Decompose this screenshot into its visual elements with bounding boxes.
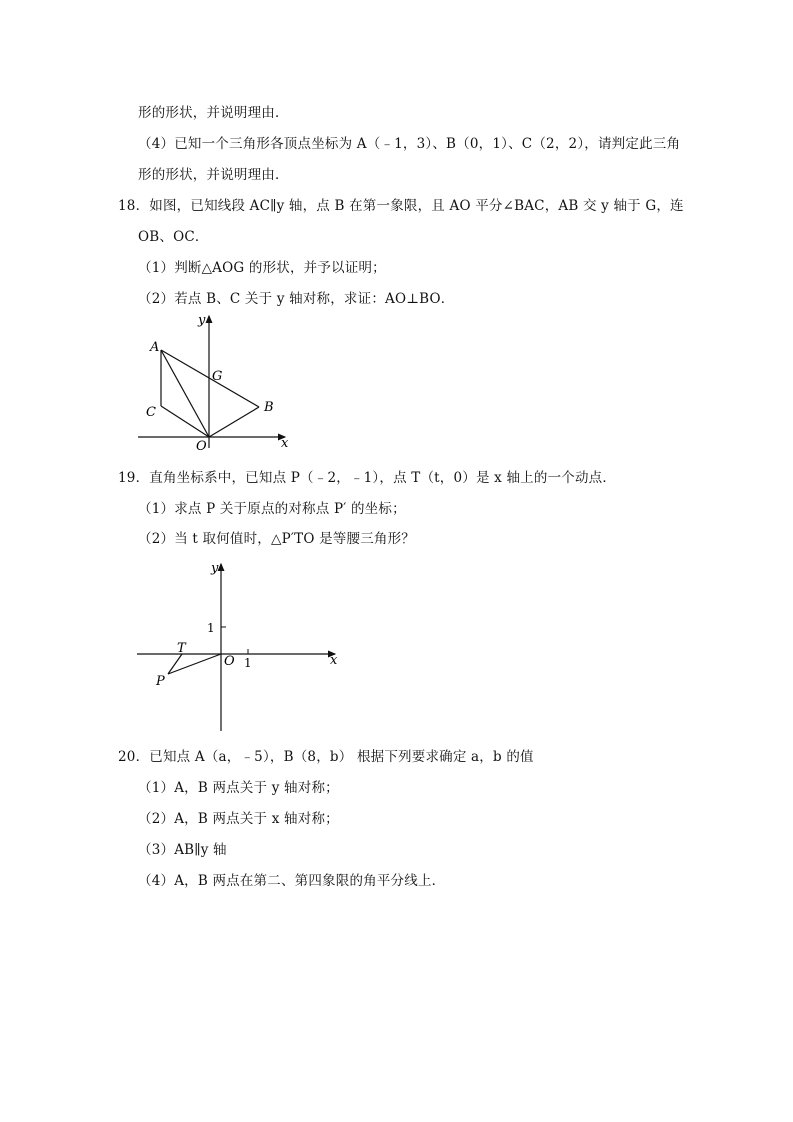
q19-part1: （1）求点 P 关于原点的对称点 P′ 的坐标； (138, 501, 406, 517)
q18-stem-line1: 18．如图，已知线段 AC∥y 轴，点 B 在第一象限，且 AO 平分∠BAC，AB 交 y 轴于 G，连 (118, 198, 684, 214)
q18-label-B: B (264, 400, 274, 415)
q20-part1: （1）A，B 两点关于 y 轴对称； (138, 780, 339, 796)
q18-segment-AB (161, 350, 259, 407)
q18-part1: （1）判断△AOG 的形状，并予以证明； (138, 260, 386, 276)
q19-part2: （2）当 t 取何值时，△P′TO 是等腰三角形？ (138, 531, 415, 547)
q20-stem: 20．已知点 A（a，﹣5），B（8，b） 根据下列要求确定 a，b 的值 (118, 749, 534, 765)
q18-segment-AO (161, 350, 209, 437)
q17-part4-line2: 形的形状，并说明理由． (138, 167, 289, 183)
q18-segment-BO (209, 407, 259, 437)
q18-figure (130, 310, 300, 455)
q17-part4-line1: （4）已知一个三角形各顶点坐标为 A（﹣1，3）、B（0，1）、C（2，2），请判定此三角 (138, 136, 681, 152)
q19-label-P: P (156, 674, 165, 689)
q19-label-O: O (224, 654, 235, 669)
q20-part3: （3）AB∥y 轴 (138, 842, 227, 858)
q19-figure (132, 557, 347, 735)
q18-label-G: G (212, 369, 223, 384)
q18-label-O: O (196, 439, 207, 454)
q17-tail-line: 形的形状，并说明理由． (138, 105, 289, 121)
q19-tick-label-x: 1 (244, 656, 252, 670)
q18-segment-CO (161, 406, 209, 437)
q19-segment-PO (168, 654, 221, 674)
q18-label-y: y (198, 313, 206, 328)
q18-label-C: C (146, 405, 156, 420)
q19-label-y: y (211, 561, 219, 576)
q19-tick-label-y: 1 (207, 621, 215, 635)
q18-stem-line2: OB、OC． (138, 229, 209, 245)
q18-label-A: A (150, 340, 160, 355)
q20-part2: （2）A，B 两点关于 x 轴对称； (138, 811, 339, 827)
q20-part4: （4）A，B 两点在第二、第四象限的角平分线上． (138, 873, 446, 889)
q18-part2: （2）若点 B、C 关于 y 轴对称，求证：AO⊥BO． (138, 291, 455, 307)
q19-label-x: x (330, 653, 338, 668)
q19-stem: 19．直角坐标系中，已知点 P（﹣2，﹣1），点 T（t，0）是 x 轴上的一个动点． (118, 470, 617, 486)
q19-label-T: T (177, 641, 186, 656)
q18-label-x: x (281, 436, 289, 451)
